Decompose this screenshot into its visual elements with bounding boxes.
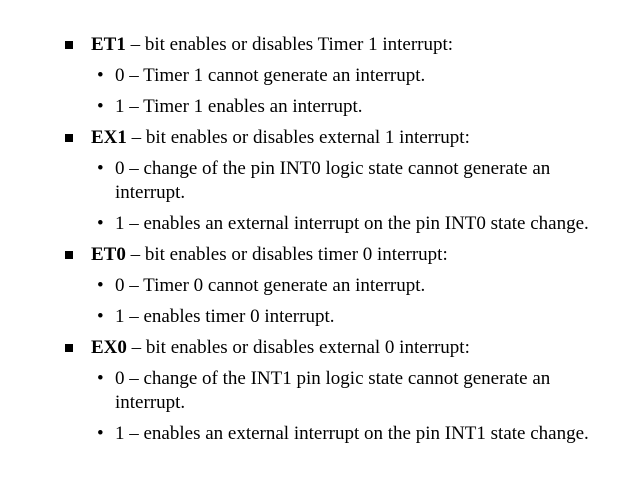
sub-item: [91, 422, 598, 446]
sub-list: [91, 64, 598, 119]
register-bit-name: ET1: [91, 34, 126, 55]
sub-item-text: 1 – enables timer 0 interrupt.: [115, 306, 335, 327]
register-bit-name: ET0: [91, 244, 126, 265]
sub-item-text: 1 – Timer 1 enables an interrupt.: [115, 96, 363, 117]
sub-item-text: 0 – change of the INT1 pin logic state cannot generate an interrupt.: [115, 368, 551, 413]
sub-item-text: 0 – Timer 0 cannot generate an interrupt.: [115, 275, 426, 296]
square-bullet-icon: [65, 251, 73, 259]
bit-description: – bit enables or disables Timer 1 interrupt:: [125, 34, 454, 55]
sub-item: [91, 157, 598, 205]
dot-bullet-icon: •: [97, 275, 104, 296]
sub-list: [91, 157, 598, 236]
register-bit-name: EX1: [91, 127, 127, 148]
sub-item-text: 1 – enables an external interrupt on the pin INT0 state change.: [115, 213, 589, 234]
dot-bullet-icon: •: [97, 306, 104, 327]
bullet-item-ex0: [62, 336, 598, 446]
dot-bullet-icon: •: [97, 368, 104, 389]
sub-item: [91, 212, 598, 236]
bullet-item-et0: [62, 243, 598, 329]
dot-bullet-icon: •: [97, 96, 104, 117]
sub-list: [91, 367, 598, 446]
dot-bullet-icon: •: [97, 65, 104, 86]
sub-item: [91, 64, 598, 88]
bullet-item-et1: [62, 33, 598, 119]
sub-item-text: 0 – change of the pin INT0 logic state cannot generate an interrupt.: [115, 158, 551, 203]
sub-item: [91, 367, 598, 415]
bullet-item-ex1: [62, 126, 598, 236]
square-bullet-icon: [65, 344, 73, 352]
sub-item-text: 0 – Timer 1 cannot generate an interrupt.: [115, 65, 426, 86]
sub-list: [91, 274, 598, 329]
sub-item: [91, 274, 598, 298]
square-bullet-icon: [65, 41, 73, 49]
square-bullet-icon: [65, 134, 73, 142]
sub-item: [91, 305, 598, 329]
sub-item-text: 1 – enables an external interrupt on the pin INT1 state change.: [115, 423, 589, 444]
dot-bullet-icon: •: [97, 213, 104, 234]
bit-description: – bit enables or disables timer 0 interrupt:: [125, 244, 448, 265]
sub-item: [91, 95, 598, 119]
dot-bullet-icon: •: [97, 158, 104, 179]
bit-description: – bit enables or disables external 1 interrupt:: [126, 127, 470, 148]
bit-description: – bit enables or disables external 0 interrupt:: [126, 337, 470, 358]
register-bit-name: EX0: [91, 337, 127, 358]
dot-bullet-icon: •: [97, 423, 104, 444]
